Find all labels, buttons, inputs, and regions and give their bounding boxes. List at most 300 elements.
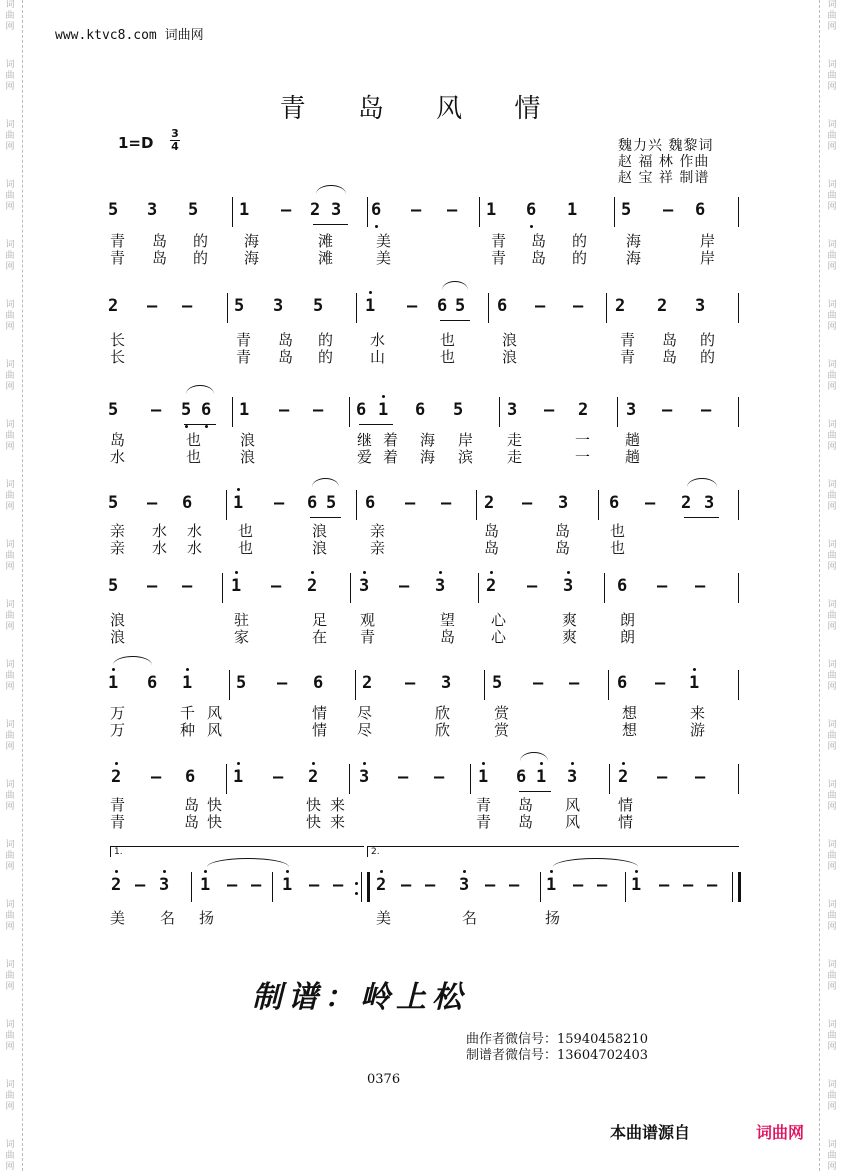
note-dash: – bbox=[701, 400, 712, 420]
note-3: 3 bbox=[459, 875, 470, 895]
lyric-char: 也 bbox=[440, 348, 456, 366]
lyric-char: 观 bbox=[360, 611, 376, 629]
note-1: 1 bbox=[239, 200, 250, 220]
octave-dot-above bbox=[540, 762, 543, 765]
watermark-char: 网 bbox=[5, 622, 15, 632]
octave-dot-below bbox=[185, 425, 188, 428]
lyric-char: 青 bbox=[620, 348, 636, 366]
barline bbox=[738, 397, 739, 427]
watermark-group bbox=[823, 720, 841, 753]
lyric-char: 长 bbox=[110, 331, 126, 349]
note-dash: – bbox=[151, 767, 162, 787]
watermark-group bbox=[1, 960, 19, 993]
lyric-char: 青 bbox=[110, 249, 126, 267]
watermark-char: 词 bbox=[5, 780, 15, 790]
left-border bbox=[22, 0, 23, 1171]
note-5: 5 bbox=[181, 400, 192, 420]
watermark-char: 网 bbox=[827, 862, 837, 872]
lyric-char: 岛 bbox=[152, 232, 168, 250]
note-5: 5 bbox=[108, 576, 119, 596]
slur-arc bbox=[687, 478, 717, 487]
lyric-char: 青 bbox=[360, 628, 376, 646]
note-1: 1 bbox=[689, 673, 700, 693]
lyric-char: 欣 bbox=[435, 704, 451, 722]
watermark-char: 曲 bbox=[5, 791, 15, 801]
slur-arc bbox=[316, 185, 346, 194]
watermark-char: 词 bbox=[827, 0, 837, 10]
watermark-char: 词 bbox=[5, 1080, 15, 1090]
barline bbox=[349, 397, 350, 427]
watermark-char: 词 bbox=[827, 600, 837, 610]
note-1: 1 bbox=[231, 576, 242, 596]
note-3: 3 bbox=[558, 493, 569, 513]
watermark-char: 词 bbox=[5, 900, 15, 910]
lyric-char: 来 bbox=[690, 704, 706, 722]
lyric-char: 爽 bbox=[562, 611, 578, 629]
lyric-char: 想 bbox=[622, 721, 638, 739]
lyric-char: 岛 bbox=[484, 539, 500, 557]
lyric-char: 快 bbox=[207, 796, 223, 814]
lyric-char: 亲 bbox=[370, 522, 386, 540]
note-dash: – bbox=[659, 875, 670, 895]
barline bbox=[222, 573, 223, 603]
watermark-group bbox=[1, 300, 19, 333]
lyric-char: 情 bbox=[312, 721, 328, 739]
barline bbox=[349, 764, 350, 794]
lyric-char: 情 bbox=[618, 813, 634, 831]
octave-dot-above bbox=[312, 762, 315, 765]
note-5: 5 bbox=[326, 493, 337, 513]
lyric-char: 的 bbox=[318, 348, 334, 366]
barline bbox=[356, 293, 357, 323]
note-dash: – bbox=[683, 875, 694, 895]
note-1: 1 bbox=[536, 767, 547, 787]
note-dash: – bbox=[279, 400, 290, 420]
lyric-char: 美 bbox=[110, 909, 126, 927]
lyric-char: 快 bbox=[207, 813, 223, 831]
watermark-char: 曲 bbox=[5, 551, 15, 561]
note-6: 6 bbox=[617, 576, 628, 596]
barline bbox=[738, 197, 739, 227]
lyric-char: 风 bbox=[565, 796, 581, 814]
note-6: 6 bbox=[185, 767, 196, 787]
watermark-char: 曲 bbox=[5, 11, 15, 21]
octave-dot-above bbox=[482, 762, 485, 765]
watermark-group bbox=[823, 240, 841, 273]
lyric-char: 来 bbox=[330, 796, 346, 814]
note-dash: – bbox=[333, 875, 344, 895]
barline bbox=[232, 197, 233, 227]
note-dash: – bbox=[434, 767, 445, 787]
watermark-char: 词 bbox=[5, 360, 15, 370]
note-dash: – bbox=[533, 673, 544, 693]
watermark-group bbox=[823, 480, 841, 513]
note-6: 6 bbox=[356, 400, 367, 420]
lyric-char: 岛 bbox=[531, 249, 547, 267]
watermark-char: 曲 bbox=[827, 1091, 837, 1101]
barline bbox=[227, 293, 228, 323]
watermark-char: 词 bbox=[5, 120, 15, 130]
time-signature-bottom: 4 bbox=[171, 140, 179, 153]
note-1: 1 bbox=[486, 200, 497, 220]
watermark-group bbox=[823, 420, 841, 453]
watermark-group bbox=[823, 540, 841, 573]
source-brand-link[interactable]: 词曲网 bbox=[756, 1123, 805, 1142]
note-2: 2 bbox=[578, 400, 589, 420]
lyric-char: 的 bbox=[572, 249, 588, 267]
watermark-char: 曲 bbox=[827, 431, 837, 441]
watermark-char: 词 bbox=[5, 600, 15, 610]
note-2: 2 bbox=[308, 767, 319, 787]
lyric-char: 美 bbox=[376, 909, 392, 927]
lyric-char: 水 bbox=[152, 539, 168, 557]
lyric-char: 赏 bbox=[494, 704, 510, 722]
watermark-char: 网 bbox=[5, 142, 15, 152]
lyric-char: 海 bbox=[420, 448, 436, 466]
watermark-char: 网 bbox=[5, 202, 15, 212]
beam-underline bbox=[184, 424, 216, 425]
octave-dot-above bbox=[112, 668, 115, 671]
lyric-char: 万 bbox=[110, 721, 126, 739]
octave-dot-above bbox=[439, 571, 442, 574]
note-dash: – bbox=[274, 493, 285, 513]
watermark-group bbox=[1, 540, 19, 573]
watermark-char: 词 bbox=[5, 840, 15, 850]
watermark-char: 曲 bbox=[5, 371, 15, 381]
note-5: 5 bbox=[234, 296, 245, 316]
watermark-char: 网 bbox=[827, 262, 837, 272]
lyric-char: 也 bbox=[610, 539, 626, 557]
beam-underline bbox=[684, 517, 719, 518]
octave-dot-above bbox=[567, 571, 570, 574]
watermark-char: 网 bbox=[5, 922, 15, 932]
note-dash: – bbox=[135, 875, 146, 895]
note-6: 6 bbox=[371, 200, 382, 220]
lyric-char: 也 bbox=[610, 522, 626, 540]
lyric-char: 青 bbox=[110, 796, 126, 814]
note-5: 5 bbox=[621, 200, 632, 220]
watermark-char: 网 bbox=[5, 262, 15, 272]
barline bbox=[226, 490, 227, 520]
volta-bracket: 1. bbox=[110, 846, 364, 857]
lyric-char: 爱 bbox=[357, 448, 373, 466]
note-dash: – bbox=[573, 296, 584, 316]
watermark-char: 网 bbox=[827, 322, 837, 332]
slur-arc bbox=[207, 858, 289, 867]
note-1: 1 bbox=[182, 673, 193, 693]
octave-dot-above bbox=[693, 668, 696, 671]
watermark-char: 曲 bbox=[5, 1031, 15, 1041]
barline bbox=[598, 490, 599, 520]
note-5: 5 bbox=[453, 400, 464, 420]
note-5: 5 bbox=[108, 493, 119, 513]
watermark-group bbox=[823, 1140, 841, 1173]
note-2: 2 bbox=[310, 200, 321, 220]
barline bbox=[356, 490, 357, 520]
lyric-char: 水 bbox=[110, 448, 126, 466]
note-dash: – bbox=[273, 767, 284, 787]
lyric-char: 青 bbox=[476, 796, 492, 814]
note-dash: – bbox=[573, 875, 584, 895]
note-3: 3 bbox=[359, 767, 370, 787]
lyric-char: 亲 bbox=[110, 539, 126, 557]
lyric-char: 水 bbox=[152, 522, 168, 540]
note-6: 6 bbox=[182, 493, 193, 513]
lyric-char: 风 bbox=[207, 721, 223, 739]
watermark-char: 词 bbox=[827, 900, 837, 910]
watermark-char: 词 bbox=[5, 660, 15, 670]
note-dash: – bbox=[527, 576, 538, 596]
watermark-char: 网 bbox=[5, 22, 15, 32]
note-1: 1 bbox=[567, 200, 578, 220]
lyric-char: 青 bbox=[491, 249, 507, 267]
lyric-char: 岛 bbox=[110, 431, 126, 449]
note-6: 6 bbox=[617, 673, 628, 693]
lyric-char: 水 bbox=[187, 539, 203, 557]
note-1: 1 bbox=[365, 296, 376, 316]
lyric-char: 滩 bbox=[318, 232, 334, 250]
barline bbox=[609, 764, 610, 794]
watermark-group bbox=[823, 1020, 841, 1053]
lyric-char: 滨 bbox=[458, 448, 474, 466]
watermark-char: 词 bbox=[827, 840, 837, 850]
note-dash: – bbox=[251, 875, 262, 895]
lyric-char: 海 bbox=[626, 249, 642, 267]
note-5: 5 bbox=[188, 200, 199, 220]
key-signature: 1=D bbox=[118, 134, 154, 152]
watermark-char: 曲 bbox=[827, 971, 837, 981]
barline bbox=[229, 670, 230, 700]
watermark-char: 词 bbox=[827, 180, 837, 190]
arranger-signature: 制谱：岭上松 bbox=[252, 980, 468, 1015]
note-2: 2 bbox=[111, 875, 122, 895]
note-dash: – bbox=[522, 493, 533, 513]
watermark-group bbox=[1, 720, 19, 753]
watermark-group bbox=[823, 180, 841, 213]
watermark-char: 曲 bbox=[827, 491, 837, 501]
repeat-dot bbox=[355, 882, 358, 885]
header-url[interactable] bbox=[55, 24, 204, 43]
lyric-char: 名 bbox=[462, 909, 478, 927]
barline bbox=[499, 397, 500, 427]
lyric-char: 万 bbox=[110, 704, 126, 722]
lyric-char: 情 bbox=[312, 704, 328, 722]
note-2: 2 bbox=[618, 767, 629, 787]
final-barline bbox=[738, 872, 741, 902]
watermark-char: 词 bbox=[5, 420, 15, 430]
slur-arc bbox=[186, 385, 214, 394]
barline bbox=[355, 670, 356, 700]
note-3: 3 bbox=[695, 296, 706, 316]
note-dash: – bbox=[151, 400, 162, 420]
lyric-char: 尽 bbox=[357, 704, 373, 722]
note-dash: – bbox=[147, 493, 158, 513]
lyric-char: 岛 bbox=[278, 331, 294, 349]
lyric-char: 足 bbox=[312, 611, 328, 629]
lyric-char: 岛 bbox=[152, 249, 168, 267]
repeat-dot bbox=[355, 892, 358, 895]
watermark-char: 曲 bbox=[827, 1151, 837, 1161]
note-3: 3 bbox=[273, 296, 284, 316]
note-3: 3 bbox=[563, 576, 574, 596]
watermark-char: 词 bbox=[827, 660, 837, 670]
note-3: 3 bbox=[507, 400, 518, 420]
watermark-char: 曲 bbox=[827, 191, 837, 201]
lyric-char: 海 bbox=[244, 249, 260, 267]
watermark-group bbox=[823, 900, 841, 933]
note-3: 3 bbox=[331, 200, 342, 220]
note-dash: – bbox=[569, 673, 580, 693]
octave-dot-below bbox=[530, 225, 533, 228]
lyric-char: 岸 bbox=[458, 431, 474, 449]
watermark-char: 网 bbox=[5, 682, 15, 692]
note-1: 1 bbox=[233, 767, 244, 787]
octave-dot-above bbox=[635, 870, 638, 873]
lyric-char: 水 bbox=[370, 331, 386, 349]
watermark-char: 网 bbox=[5, 562, 15, 572]
watermark-char: 词 bbox=[5, 180, 15, 190]
note-2: 2 bbox=[681, 493, 692, 513]
watermark-group bbox=[1, 1080, 19, 1113]
repeat-barline bbox=[361, 872, 362, 902]
watermark-group bbox=[1, 600, 19, 633]
watermark-char: 词 bbox=[5, 0, 15, 10]
lyric-char: 岛 bbox=[662, 348, 678, 366]
lyric-char: 山 bbox=[370, 348, 386, 366]
watermark-char: 曲 bbox=[827, 611, 837, 621]
barline bbox=[350, 573, 351, 603]
beam-underline bbox=[519, 791, 551, 792]
lyric-char: 家 bbox=[234, 628, 250, 646]
composer-wechat: 曲作者微信号：15940458210 bbox=[466, 1032, 648, 1047]
lyric-char: 浪 bbox=[502, 348, 518, 366]
watermark-char: 曲 bbox=[5, 611, 15, 621]
watermark-char: 曲 bbox=[827, 731, 837, 741]
lyric-char: 美 bbox=[376, 232, 392, 250]
note-dash: – bbox=[425, 875, 436, 895]
watermark-char: 曲 bbox=[5, 431, 15, 441]
lyric-char: 一 bbox=[575, 448, 591, 466]
watermark-group bbox=[823, 0, 841, 33]
lyric-char: 青 bbox=[110, 813, 126, 831]
watermark-char: 曲 bbox=[827, 791, 837, 801]
watermark-char: 词 bbox=[827, 120, 837, 130]
watermark-char: 网 bbox=[827, 622, 837, 632]
octave-dot-above bbox=[490, 571, 493, 574]
lyric-char: 心 bbox=[491, 611, 507, 629]
watermark-char: 网 bbox=[827, 442, 837, 452]
lyric-char: 浪 bbox=[312, 539, 328, 557]
slur-arc bbox=[442, 281, 468, 290]
octave-dot-above bbox=[237, 762, 240, 765]
contact-info bbox=[466, 1032, 648, 1064]
watermark-char: 词 bbox=[827, 1020, 837, 1030]
site-brand[interactable]: 词曲网 bbox=[164, 28, 204, 43]
watermark-char: 网 bbox=[827, 502, 837, 512]
note-2: 2 bbox=[486, 576, 497, 596]
watermark-char: 词 bbox=[827, 540, 837, 550]
barline bbox=[738, 293, 739, 323]
note-dash: – bbox=[405, 673, 416, 693]
watermark-group bbox=[823, 780, 841, 813]
note-6: 6 bbox=[313, 673, 324, 693]
note-dash: – bbox=[182, 296, 193, 316]
credit-arranger: 赵 宝 祥 制谱 bbox=[618, 170, 710, 186]
watermark-char: 词 bbox=[827, 300, 837, 310]
note-3: 3 bbox=[441, 673, 452, 693]
watermark-char: 曲 bbox=[827, 11, 837, 21]
watermark-char: 词 bbox=[5, 300, 15, 310]
note-5: 5 bbox=[236, 673, 247, 693]
lyric-char: 也 bbox=[440, 331, 456, 349]
arranger-wechat: 制谱者微信号：13604702403 bbox=[466, 1048, 648, 1063]
note-1: 1 bbox=[233, 493, 244, 513]
watermark-char: 曲 bbox=[827, 671, 837, 681]
note-6: 6 bbox=[526, 200, 537, 220]
octave-dot-above bbox=[311, 571, 314, 574]
watermark-char: 词 bbox=[5, 960, 15, 970]
watermark-char: 网 bbox=[5, 382, 15, 392]
barline bbox=[617, 397, 618, 427]
watermark-char: 网 bbox=[5, 862, 15, 872]
lyric-char: 驻 bbox=[234, 611, 250, 629]
watermark-char: 网 bbox=[827, 982, 837, 992]
page-number: 0376 bbox=[367, 1072, 401, 1087]
note-2: 2 bbox=[376, 875, 387, 895]
slur-arc bbox=[113, 656, 152, 665]
note-dash: – bbox=[509, 875, 520, 895]
watermark-group bbox=[1, 900, 19, 933]
note-6: 6 bbox=[437, 296, 448, 316]
octave-dot-above bbox=[235, 571, 238, 574]
octave-dot-above bbox=[237, 488, 240, 491]
barline bbox=[367, 197, 368, 227]
watermark-char: 词 bbox=[5, 480, 15, 490]
lyric-char: 浪 bbox=[110, 611, 126, 629]
note-1: 1 bbox=[631, 875, 642, 895]
note-3: 3 bbox=[567, 767, 578, 787]
watermark-char: 网 bbox=[5, 442, 15, 452]
octave-dot-above bbox=[382, 395, 385, 398]
lyric-char: 浪 bbox=[312, 522, 328, 540]
note-3: 3 bbox=[359, 576, 370, 596]
barline bbox=[614, 197, 615, 227]
lyric-char: 海 bbox=[626, 232, 642, 250]
lyric-char: 浪 bbox=[502, 331, 518, 349]
lyric-char: 岛 bbox=[555, 522, 571, 540]
note-1: 1 bbox=[239, 400, 250, 420]
watermark-char: 曲 bbox=[5, 731, 15, 741]
note-dash: – bbox=[271, 576, 282, 596]
watermark-char: 曲 bbox=[827, 131, 837, 141]
watermark-char: 网 bbox=[827, 82, 837, 92]
barline bbox=[478, 573, 479, 603]
lyric-char: 岛 bbox=[531, 232, 547, 250]
note-3: 3 bbox=[626, 400, 637, 420]
lyric-char: 快 bbox=[306, 813, 322, 831]
lyric-char: 海 bbox=[420, 431, 436, 449]
credit-composer: 赵 福 林 作曲 bbox=[618, 154, 710, 170]
lyric-char: 岛 bbox=[662, 331, 678, 349]
lyric-char: 岛 bbox=[440, 628, 456, 646]
octave-dot-above bbox=[163, 870, 166, 873]
barline bbox=[540, 872, 541, 902]
note-5: 5 bbox=[108, 400, 119, 420]
watermark-char: 网 bbox=[827, 682, 837, 692]
watermark-group bbox=[1, 0, 19, 33]
site-url[interactable]: www.ktvc8.com bbox=[55, 28, 157, 43]
lyric-char: 尽 bbox=[357, 721, 373, 739]
